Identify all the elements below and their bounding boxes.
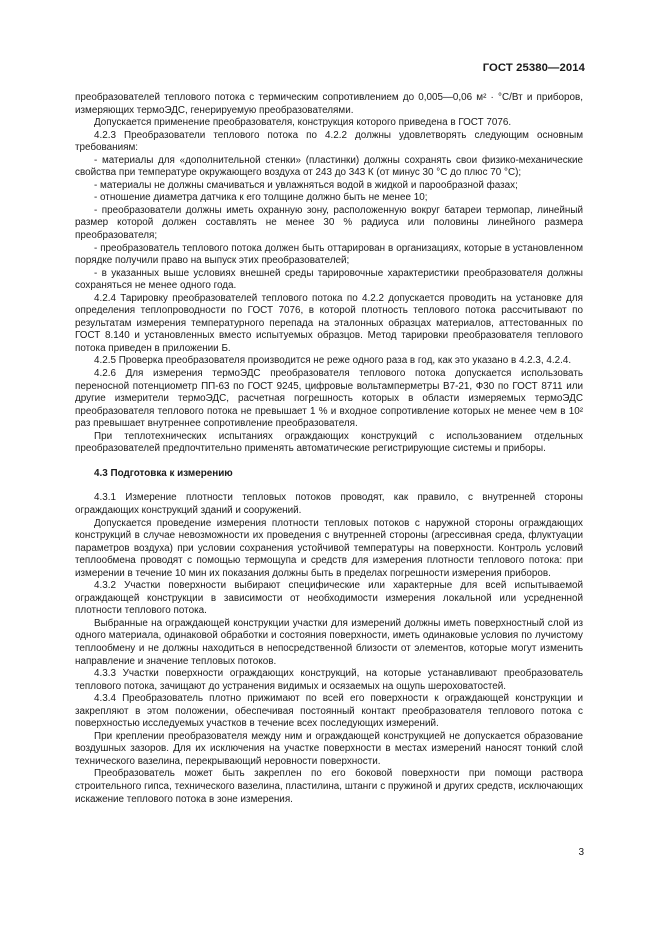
paragraph: 4.2.5 Проверка преобразователя производится не реже одного раза в год, как это указано в 4.2.3, 4.2.4. [94,355,572,367]
paragraph: - преобразователь теплового потока должен быть оттарирован в организациях, которые в установленном порядке получили право на выпуск этих преобразователей; [75,242,583,267]
paragraph: При креплении преобразователя между ним и ограждающей конструкцией не допускается образование воздушных зазоров. Для их исключения на участке поверхности в местах измерений наносят тонкий слой технического вазелина, перекрывающий неровности поверхности. [75,730,583,767]
paragraph: - преобразователи должны иметь охранную зону, расположенную вокруг батареи термопар, линейный размер которой должен составлять не менее 30 % радиуса или половины линейного размера преобразователя; [75,204,583,242]
paragraph: 4.3.4 Преобразователь плотно прижимают по всей его поверхности к ограждающей конструкции и закрепляют в этом положении, обеспечивая постоянный контакт преобразователя теплового потока с поверхностью исследуемых участков в течение всех последующих измерений. [75,693,583,730]
paragraph: 4.2.4 Тарировку преобразователей теплового потока по 4.2.2 допускается проводить на установке для определения теплопроводности по ГОСТ 7076, в которой плотность теплового потока рассчитывают по результатам измерения температурного перепада на эталонных образцах материалов, аттестованных по ГОСТ 8.140 и установленных вместо испытуемых образцов. Метод тарировки преобразователя теплового потока приведен в приложении Б. [75,292,583,354]
paragraph: 4.2.6 Для измерения термоЭДС преобразователя теплового потока допускается использовать переносной потенциометр ПП-63 по ГОСТ 9245, цифровые вольтамперметры В7-21, Ф30 по ГОСТ 8711 или другие измерители термоЭДС, расчетная погрешность которых в области измеряемых термоЭДС преобразователя теплового потока не превышает 1 % и входное сопротивление которых не менее чем в 10² раз превышает внутреннее сопротивление преобразователя. [75,368,583,430]
paragraph: Допускается применение преобразователя, конструкция которого приведена в ГОСТ 7076. [94,117,512,129]
paragraph: Преобразователь может быть закреплен по его боковой поверхности при помощи раствора строительного гипса, технического вазелина, пластилина, штанги с пружиной и других средств, исключающих искажение теплового потока в зоне измерения. [75,768,583,805]
paragraph: преобразователей теплового потока с термическим сопротивлением до 0,005—0,06 м² · °С/Вт и приборов, измеряющих термоЭДС, генерируемую преобразователями. [75,92,583,116]
paragraph: 4.3.1 Измерение плотности тепловых потоков проводят, как правило, с внутренней стороны ограждающих конструкций зданий и сооружений. [75,492,583,516]
document-id-header: ГОСТ 25380—2014 [482,62,585,74]
paragraph: Допускается проведение измерения плотности тепловых потоков с наружной стороны ограждающих конструкций в случае невозможности их проведения с внутренней стороны (агрессивная среда, флуктуации параметров воздуха) при условии сохранения устойчивой температуры на поверхности. Контроль условий теплообмена проводят с помощью термощупа и средств для измерения плотности теплового потока: при измерении в течение 10 мин их показания должны быть в пределах погрешности измерения приборов. [75,517,583,579]
document-body [75,92,583,806]
paragraph: 4.2.3 Преобразователи теплового потока по 4.2.2 должны удовлетворять следующим основным требованиям: [75,129,583,154]
paragraph: - в указанных выше условиях внешней среды тарировочные характеристики преобразователя должны сохраняться не менее одного года. [75,267,583,292]
paragraph: Выбранные на ограждающей конструкции участки для измерений должны иметь поверхностный слой из одного материала, одинаковой обработки и состояния поверхности, иметь одинаковые условия по лучистому теплообмену и не должны находиться в непосредственной близости от элементов, которые могут изменить направление и значение тепловых потоков. [75,617,583,667]
paragraph: - отношение диаметра датчика к его толщине должно быть не менее 10; [94,192,428,204]
paragraph: 4.3.2 Участки поверхности выбирают специфические или характерные для всей испытываемой ограждающей конструкции в зависимости от необходимости измерения локальной или усредненной плотности теплового потока. [75,580,583,617]
paragraph: 4.3.3 Участки поверхности ограждающих конструкций, на которые устанавливают преобразователь теплового потока, зачищают до устранения видимых и осязаемых на ощупь шероховатостей. [75,668,583,692]
paragraph: При теплотехнических испытаниях ограждающих конструкций с использованием отдельных преобразователей предпочтительно применять автоматические регистрирующие системы и приборы. [75,430,583,455]
paragraph: - материалы для «дополнительной стенки» (пластинки) должны сохранять свои физико-механические свойства при температуре окружающего воздуха от 243 до 343 К (от минус 30 °С до плюс 70 °С); [75,154,583,179]
section-heading: 4.3 Подготовка к измерению [94,467,233,479]
paragraph: - материалы не должны смачиваться и увлажняться водой в жидкой и парообразной фазах; [94,179,518,191]
page-number: 3 [578,847,584,858]
